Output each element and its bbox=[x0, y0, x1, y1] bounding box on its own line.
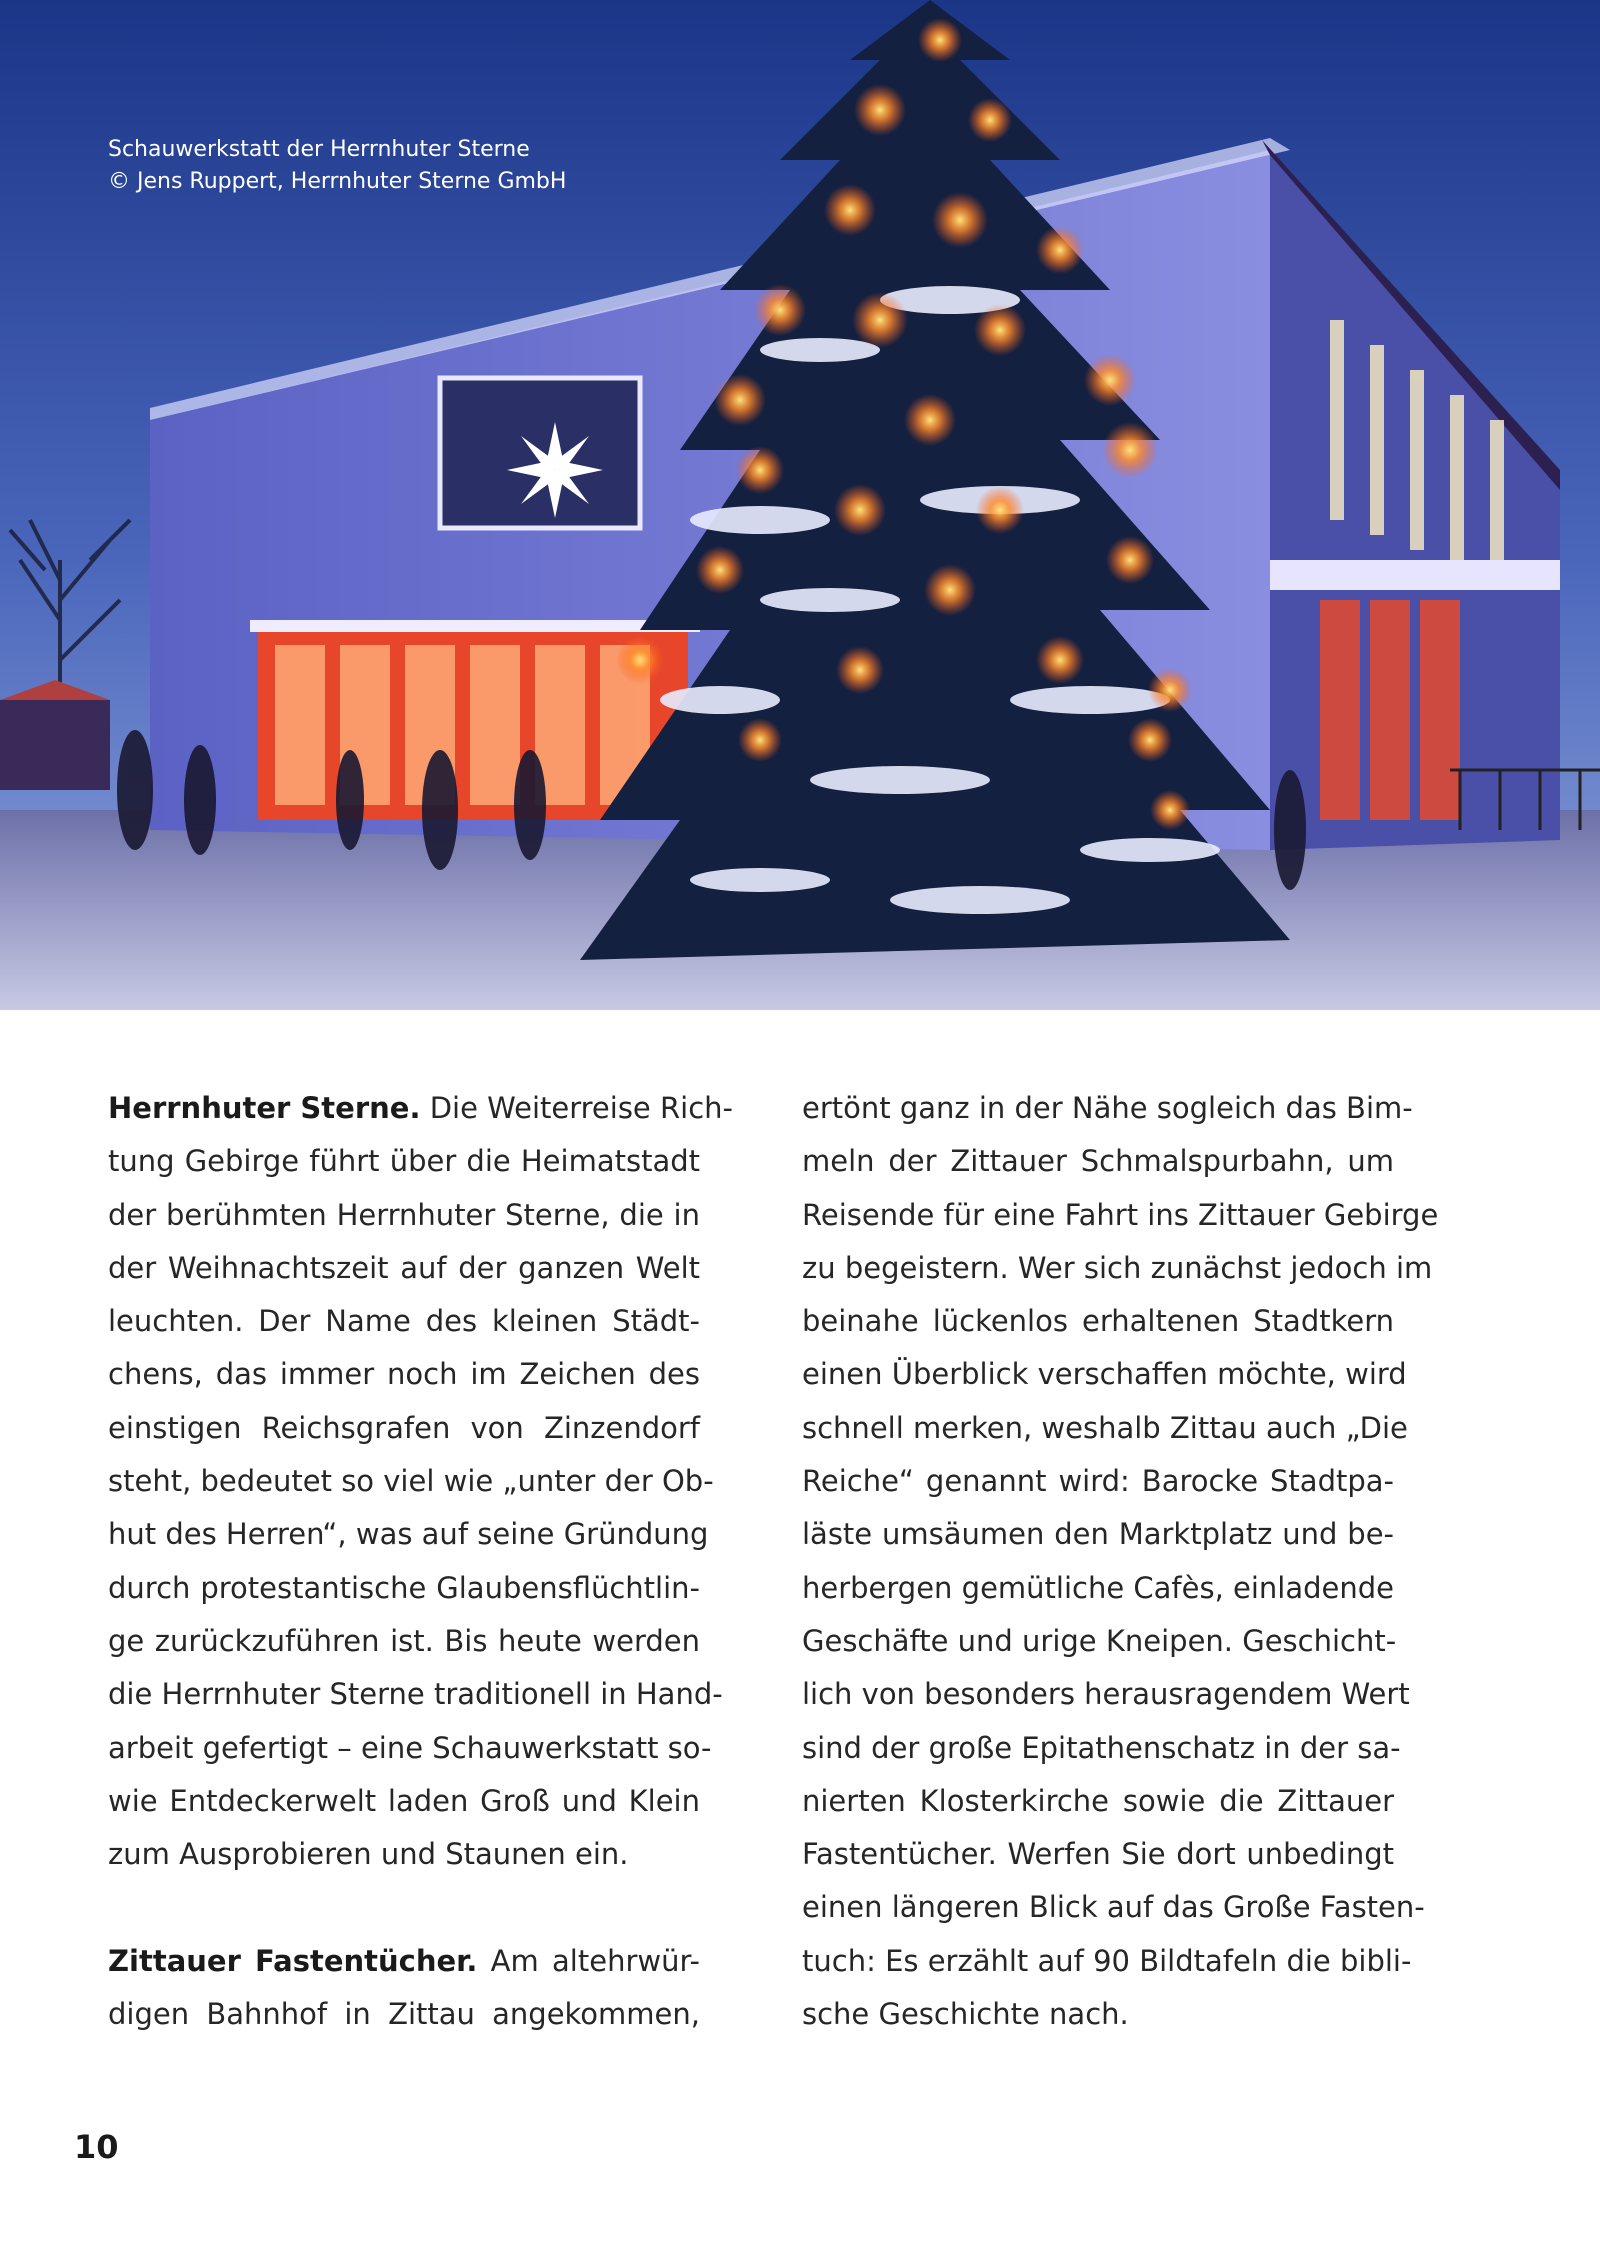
text-line: chens, das immer noch im Zeichen des bbox=[108, 1357, 700, 1392]
text-line: sind der große Epitathenschatz in der sa- bbox=[802, 1730, 1401, 1765]
text-line: tung Gebirge führt über die Heimatstadt bbox=[108, 1144, 700, 1179]
text-fragment: Die Weiterreise Rich- bbox=[429, 1091, 733, 1125]
text-line: arbeit gefertigt – eine Schauwerkstatt so- bbox=[108, 1730, 712, 1765]
text-line: Reiche“ genannt wird: Barocke Stadtpa- bbox=[802, 1464, 1394, 1499]
caption-line: Schauwerkstatt der Herrnhuter Sterne bbox=[108, 137, 530, 162]
text-line: ge zurückzuführen ist. Bis heute werden bbox=[108, 1623, 700, 1658]
text-line: tuch: Es erzählt auf 90 Bildtafeln die bibli- bbox=[802, 1943, 1412, 1978]
caption-copyright: © Jens Ruppert, Herrnhuter Sterne GmbH bbox=[108, 169, 567, 194]
text-line: steht, bedeutet so viel wie „unter der Ob- bbox=[108, 1464, 714, 1499]
text-fragment: Am altehrwür- bbox=[490, 1943, 701, 1978]
text-line: digen Bahnhof in Zittau angekommen, bbox=[108, 1997, 700, 2032]
text-line: einstigen Reichsgrafen von Zinzendorf bbox=[108, 1410, 700, 1445]
section-heading-herrnhuter-sterne: Herrnhuter Sterne. bbox=[108, 1091, 421, 1125]
photo-caption bbox=[108, 134, 566, 198]
text-line: der berühmten Herrnhuter Sterne, die in bbox=[108, 1197, 700, 1232]
text-line: sche Geschichte nach. bbox=[802, 1997, 1129, 2032]
text-line: lich von besonders herausragendem Wert bbox=[802, 1677, 1410, 1712]
text-line: zum Ausprobieren und Staunen ein. bbox=[108, 1837, 629, 1872]
text-line: herbergen gemütliche Cafès, einladende bbox=[802, 1570, 1395, 1605]
text-line: nierten Klosterkirche sowie die Zittauer bbox=[802, 1783, 1394, 1818]
text-line: leuchten. Der Name des kleinen Städt- bbox=[108, 1304, 700, 1339]
text-line: schnell merken, weshalb Zittau auch „Die bbox=[802, 1410, 1408, 1445]
text-line: einen längeren Blick auf das Große Fasten- bbox=[802, 1890, 1425, 1925]
text-line: hut des Herren“, was auf seine Gründung bbox=[108, 1517, 709, 1552]
page-number: 10 bbox=[74, 2128, 119, 2166]
paragraph-gap bbox=[108, 1881, 700, 1934]
text-line: der Weihnachtszeit auf der ganzen Welt bbox=[108, 1250, 700, 1285]
text-line: zu begeistern. Wer sich zunächst jedoch im bbox=[802, 1250, 1433, 1285]
text-line bbox=[108, 1082, 733, 1135]
text-line: ertönt ganz in der Nähe sogleich das Bim- bbox=[802, 1091, 1413, 1125]
text-line: Fastentücher. Werfen Sie dort unbedingt bbox=[802, 1837, 1394, 1872]
left-column bbox=[108, 1082, 733, 2041]
text-line: die Herrnhuter Sterne traditionell in Hand- bbox=[108, 1677, 723, 1712]
text-line bbox=[108, 1935, 700, 1988]
text-line: Geschäfte und urige Kneipen. Geschicht- bbox=[802, 1623, 1397, 1658]
text-line: durch protestantische Glaubensflüchtlin- bbox=[108, 1570, 700, 1605]
right-column bbox=[802, 1082, 1439, 2041]
text-line: einen Überblick verschaffen möchte, wird bbox=[802, 1357, 1407, 1392]
section-heading-zittauer-fastentuecher: Zittauer Fastentücher. bbox=[108, 1943, 478, 1978]
text-line: meln der Zittauer Schmalspurbahn, um bbox=[802, 1144, 1394, 1179]
hero-photo bbox=[0, 0, 1600, 1010]
text-line: wie Entdeckerwelt laden Groß und Klein bbox=[108, 1783, 700, 1818]
text-line: läste umsäumen den Marktplatz und be- bbox=[802, 1517, 1394, 1552]
text-line: beinahe lückenlos erhaltenen Stadtkern bbox=[802, 1304, 1394, 1339]
text-line: Reisende für eine Fahrt ins Zittauer Gebirge bbox=[802, 1197, 1439, 1232]
